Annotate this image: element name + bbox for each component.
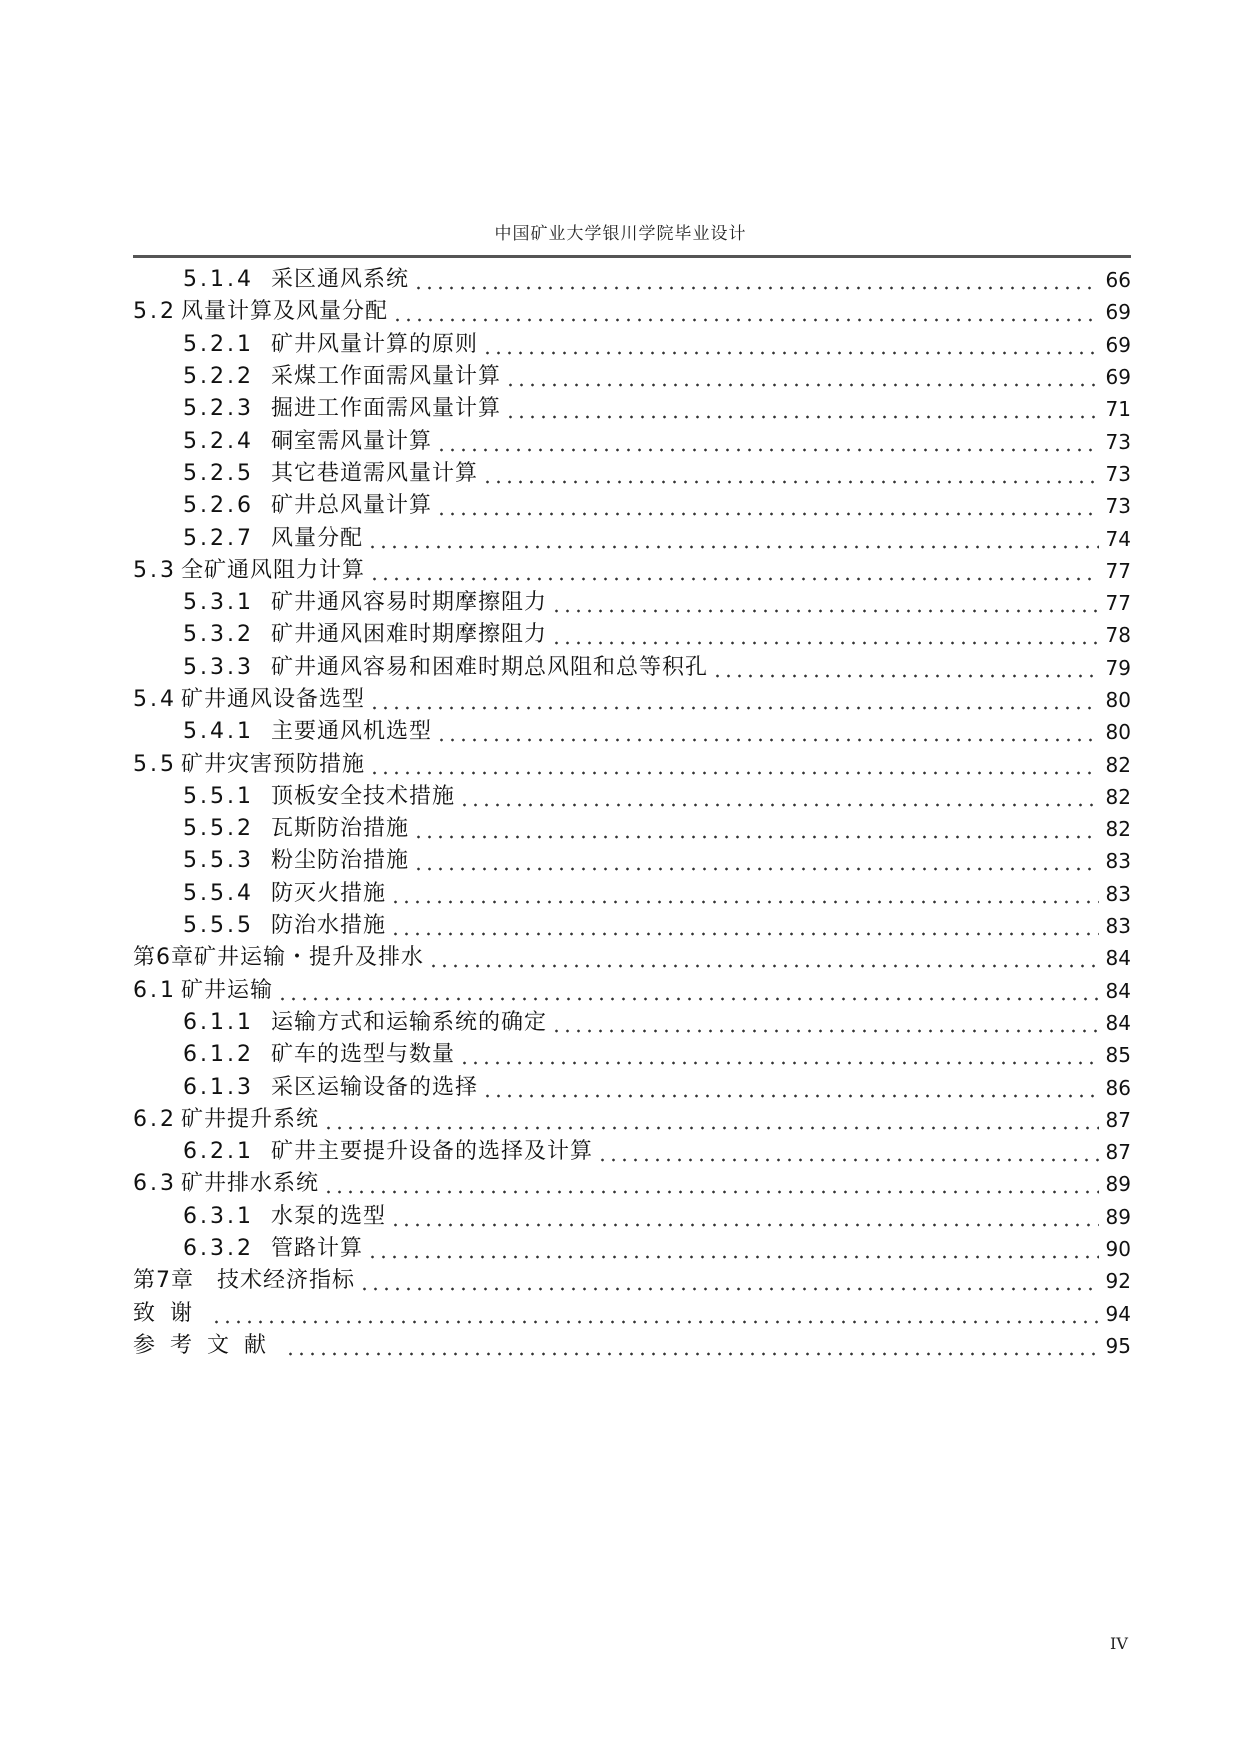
toc-entry-number: 6.3 [133, 1171, 177, 1197]
toc-dot-leader [390, 883, 1099, 905]
toc-entry-page: 85 [1105, 1043, 1131, 1068]
toc-entry[interactable] [133, 1298, 1131, 1330]
toc-entry-number: 5.3.3 [183, 654, 254, 680]
toc-entry-title: 矿井通风困难时期摩擦阻力 [271, 622, 548, 648]
page-number: IV [1110, 1634, 1128, 1653]
toc-entry-title: 参考文献 [133, 1332, 282, 1358]
toc-entry-title: 矿井通风容易时期摩擦阻力 [271, 590, 548, 616]
toc-dot-leader [436, 721, 1099, 743]
toc-entry[interactable] [133, 748, 1131, 780]
page-header: 中国矿业大学银川学院毕业设计 [494, 224, 747, 244]
toc-dot-leader [390, 915, 1099, 937]
toc-entry-page: 89 [1105, 1204, 1131, 1229]
toc-entry-number: 5.4.1 [183, 719, 254, 745]
toc-entry-page: 92 [1105, 1269, 1131, 1294]
toc-dot-leader [392, 301, 1099, 323]
toc-dot-leader [277, 980, 1099, 1002]
toc-entry[interactable] [133, 555, 1131, 587]
toc-entry-page: 82 [1105, 752, 1131, 777]
toc-entry-page: 82 [1105, 817, 1131, 842]
toc-entry-title: 矿井主要提升设备的选择及计算 [271, 1139, 594, 1165]
toc-entry-page: 87 [1105, 1107, 1131, 1132]
toc-entry-page: 84 [1105, 1010, 1131, 1035]
toc-entry-number: 5.3.1 [183, 590, 254, 616]
toc-dot-leader [413, 818, 1099, 840]
toc-entry-title: 矿车的选型与数量 [271, 1042, 456, 1068]
toc-entry-title: 主要通风机选型 [271, 719, 433, 745]
toc-dot-leader [359, 1270, 1099, 1292]
toc-entry[interactable] [133, 845, 1131, 877]
toc-entry-title: 矿井灾害预防措施 [181, 751, 366, 777]
toc-entry-page: 69 [1105, 300, 1131, 325]
toc-entry-number: 6.2.1 [183, 1139, 254, 1165]
toc-entry-page: 73 [1105, 494, 1131, 519]
toc-entry-title: 水泵的选型 [271, 1203, 387, 1229]
toc-entry[interactable] [133, 1071, 1131, 1103]
toc-entry-number: 5.3.2 [183, 622, 254, 648]
toc-entry-number: 5.5.2 [183, 816, 254, 842]
toc-entry-title: 硐室需风量计算 [271, 428, 433, 454]
toc-entry-number: 5.2.6 [183, 493, 254, 519]
toc-entry-title: 防治水措施 [271, 913, 387, 939]
toc-entry-title: 运输方式和运输系统的确定 [271, 1009, 548, 1035]
toc-entry[interactable] [133, 393, 1131, 425]
toc-entry-number: 6.3.1 [183, 1203, 254, 1229]
toc-dot-leader [505, 398, 1099, 420]
toc-dot-leader [211, 1303, 1099, 1325]
toc-dot-leader [459, 1044, 1099, 1066]
toc-entry[interactable] [133, 652, 1131, 684]
toc-entry-number: 5.2.7 [183, 525, 254, 551]
toc-entry-number: 5.5 [133, 751, 177, 777]
toc-entry[interactable] [133, 684, 1131, 716]
toc-entry-number: 5.2 [133, 299, 177, 325]
toc-entry-number: 5.2.3 [183, 396, 254, 422]
toc-entry-title: 采区通风系统 [271, 267, 410, 293]
toc-entry-page: 95 [1105, 1333, 1131, 1358]
toc-entry-number: 5.2.5 [183, 460, 254, 486]
toc-entry[interactable] [133, 425, 1131, 457]
toc-entry-title: 其它巷道需风量计算 [271, 460, 479, 486]
toc-dot-leader [413, 850, 1099, 872]
toc-entry-number: 6.1.2 [183, 1042, 254, 1068]
toc-entry-page: 66 [1105, 268, 1131, 293]
toc-entry-number: 5.3 [133, 557, 177, 583]
toc-entry[interactable] [133, 1265, 1131, 1297]
toc-entry-page: 73 [1105, 461, 1131, 486]
toc-entry-number: 5.5.4 [183, 880, 254, 906]
toc-entry-page: 77 [1105, 558, 1131, 583]
toc-entry[interactable] [133, 458, 1131, 490]
toc-entry-number: 6.1.3 [183, 1074, 254, 1100]
header-rule [133, 255, 1131, 258]
toc-entry-page: 80 [1105, 720, 1131, 745]
toc-entry-page: 94 [1105, 1301, 1131, 1326]
toc-dot-leader [367, 1238, 1099, 1260]
toc-dot-leader [369, 689, 1099, 711]
toc-dot-leader [482, 334, 1099, 356]
toc-entry-title: 风量计算及风量分配 [181, 299, 389, 325]
toc-entry[interactable] [133, 264, 1131, 296]
toc-entry-title: 粉尘防治措施 [271, 848, 410, 874]
toc-entry-title: 瓦斯防治措施 [271, 816, 410, 842]
toc-entry-page: 83 [1105, 849, 1131, 874]
toc-entry[interactable] [133, 1104, 1131, 1136]
toc-entry-page: 73 [1105, 429, 1131, 454]
toc-entry[interactable] [133, 1233, 1131, 1265]
toc-dot-leader [413, 269, 1099, 291]
toc-entry-number: 6.2 [133, 1106, 177, 1132]
toc-entry[interactable] [133, 910, 1131, 942]
toc-entry[interactable] [133, 1201, 1131, 1233]
toc-entry-number: 5.5.5 [183, 913, 254, 939]
toc-entry-number: 6.3.2 [183, 1236, 254, 1262]
toc-entry[interactable] [133, 975, 1131, 1007]
toc-entry-number: 5.4 [133, 687, 177, 712]
toc-dot-leader [436, 495, 1099, 517]
toc-entry[interactable] [133, 329, 1131, 361]
toc-entry-page: 80 [1105, 688, 1131, 712]
toc-dot-leader [323, 1109, 1099, 1131]
toc-entry[interactable] [133, 296, 1131, 328]
toc-entry[interactable] [133, 942, 1131, 974]
toc-entry-page: 87 [1105, 1140, 1131, 1165]
toc-dot-leader [369, 560, 1099, 582]
toc-entry[interactable] [133, 716, 1131, 748]
toc-entry-title: 全矿通风阻力计算 [181, 557, 366, 583]
toc-dot-leader [390, 1206, 1099, 1228]
toc-entry-title: 采区运输设备的选择 [271, 1074, 479, 1100]
toc-entry[interactable] [133, 878, 1131, 910]
toc-dot-leader [428, 947, 1099, 969]
toc-entry-number: 5.5.1 [183, 783, 254, 809]
toc-dot-leader [551, 592, 1099, 614]
toc-dot-leader [323, 1173, 1099, 1195]
toc-entry-title: 矿井提升系统 [181, 1106, 320, 1132]
toc-entry-page: 74 [1105, 526, 1131, 551]
toc-entry-number: 5.2.4 [183, 428, 254, 454]
toc-entry-page: 69 [1105, 332, 1131, 357]
toc-entry-page: 78 [1105, 623, 1131, 648]
toc-entry-title: 第6章矿井运输・提升及排水 [133, 945, 424, 971]
toc-entry-title: 第7章 技术经济指标 [133, 1268, 355, 1294]
toc-dot-leader [597, 1141, 1099, 1163]
toc-dot-leader [712, 657, 1099, 679]
toc-entry-page: 89 [1105, 1172, 1131, 1197]
toc-entry-title: 致谢 [133, 1300, 208, 1326]
toc-entry-title: 掘进工作面需风量计算 [271, 396, 502, 422]
toc-entry[interactable] [133, 490, 1131, 522]
toc-entry-title: 管路计算 [271, 1236, 364, 1262]
toc-entry[interactable] [133, 587, 1131, 619]
toc-entry[interactable] [133, 619, 1131, 651]
toc-dot-leader [367, 528, 1099, 550]
toc-entry[interactable] [133, 1330, 1131, 1362]
toc-dot-leader [459, 786, 1099, 808]
toc-entry-page: 90 [1105, 1237, 1131, 1262]
toc-entry[interactable] [133, 522, 1131, 554]
toc-entry-title: 采煤工作面需风量计算 [271, 364, 502, 390]
toc-entry-title: 矿井总风量计算 [271, 493, 433, 519]
toc-entry[interactable] [133, 781, 1131, 813]
toc-entry-page: 84 [1105, 978, 1131, 1003]
toc-entry-page: 84 [1105, 946, 1131, 971]
toc-entry-title: 矿井运输 [181, 977, 274, 1003]
toc-entry-number: 5.1.4 [183, 267, 254, 293]
toc-dot-leader [285, 1335, 1099, 1357]
toc-entry-page: 71 [1105, 397, 1131, 422]
toc-entry-title: 矿井排水系统 [181, 1171, 320, 1197]
toc-entry-title: 风量分配 [271, 525, 364, 551]
toc-entry-page: 79 [1105, 655, 1131, 680]
toc-dot-leader [369, 754, 1099, 776]
toc-entry-page: 83 [1105, 914, 1131, 939]
toc-entry-number: 6.1.1 [183, 1009, 254, 1035]
toc-entry-title: 顶板安全技术措施 [271, 783, 456, 809]
toc-entry-title: 矿井风量计算的原则 [271, 331, 479, 357]
toc-entry-title: 矿井通风容易和困难时期总风阻和总等积孔 [271, 654, 709, 680]
toc-entry[interactable] [133, 1168, 1131, 1200]
toc-entry-title: 矿井通风设备选型 [181, 687, 366, 712]
toc-entry-number: 6.1 [133, 977, 177, 1003]
toc-entry[interactable] [133, 361, 1131, 393]
toc-entry-number: 5.2.2 [183, 364, 254, 390]
toc-entry-number: 5.5.3 [183, 848, 254, 874]
toc-dot-leader [551, 624, 1099, 646]
toc-entry-page: 83 [1105, 881, 1131, 906]
toc-entry-title: 防灭火措施 [271, 880, 387, 906]
toc-entry-page: 82 [1105, 784, 1131, 809]
toc-entry[interactable] [133, 1039, 1131, 1071]
toc-dot-leader [482, 1077, 1099, 1099]
table-of-contents [133, 264, 1131, 1362]
toc-entry-page: 86 [1105, 1075, 1131, 1100]
toc-dot-leader [551, 1012, 1099, 1034]
toc-dot-leader [482, 463, 1099, 485]
toc-entry-number: 5.2.1 [183, 331, 254, 357]
toc-dot-leader [436, 431, 1099, 453]
toc-entry[interactable] [133, 1136, 1131, 1168]
toc-entry[interactable] [133, 813, 1131, 845]
toc-entry[interactable] [133, 1007, 1131, 1039]
toc-entry-page: 77 [1105, 591, 1131, 616]
toc-entry-page: 69 [1105, 365, 1131, 390]
toc-dot-leader [505, 366, 1099, 388]
